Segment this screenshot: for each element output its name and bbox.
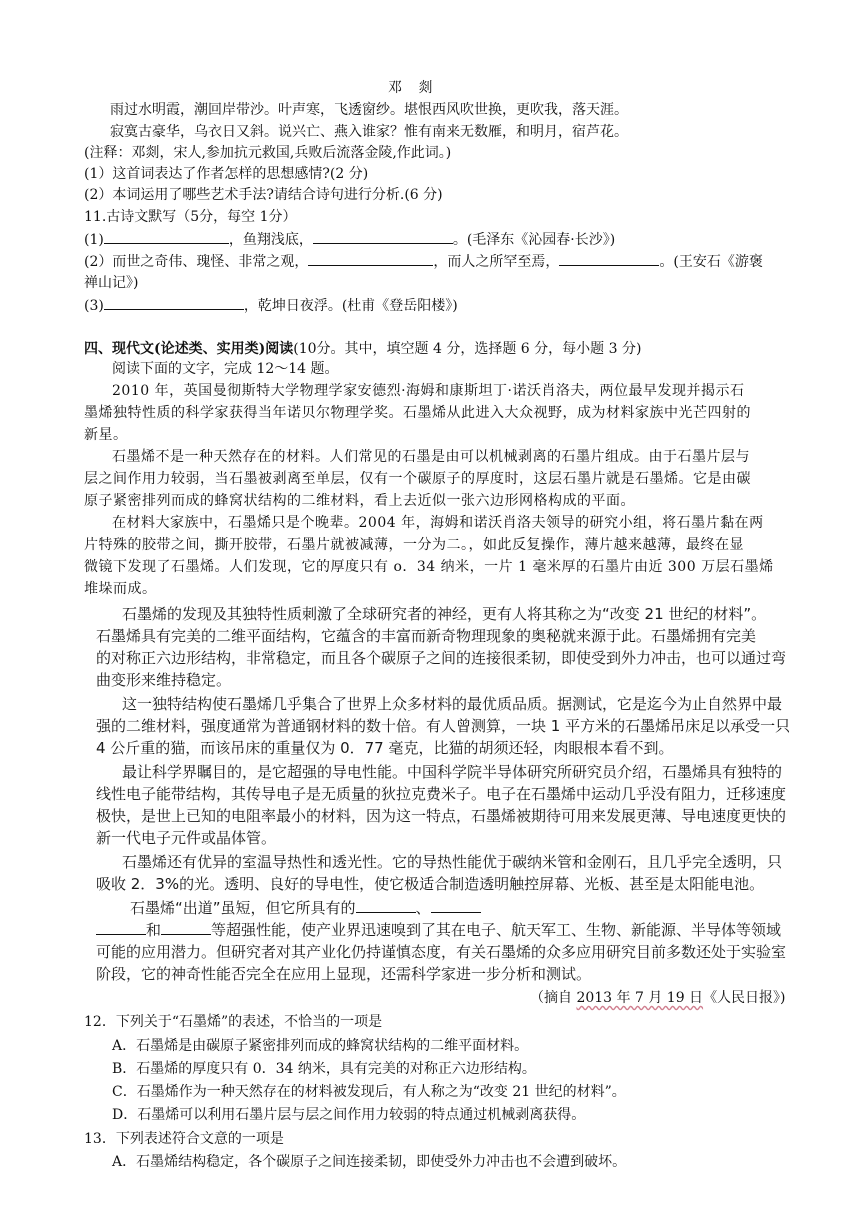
poem-question-1: (1）这首词表达了作者怎样的思想感情?(2 分) (84, 166, 369, 182)
q11-item-1-prefix: (1) (84, 232, 104, 248)
section-4-instruction: 阅读下面的文字，完成 12～14 题。 (112, 361, 339, 377)
poem-line-2: 寂寞古豪华，乌衣日又斜。说兴亡、燕入谁家？惟有南来无数雁，和明月，宿芦花。 (110, 124, 628, 140)
q13-stem: 13．下列表述符合文意的一项是 (84, 1131, 284, 1147)
answer-blank[interactable] (96, 920, 146, 935)
q11-item-1 (84, 229, 615, 250)
q11-item-3 (84, 295, 458, 316)
answer-blank[interactable] (431, 898, 481, 913)
article-p1-line: 新星。 (84, 427, 128, 443)
q11-item-2 (84, 251, 763, 272)
article-p4-line: 石墨烯的发现及其独特性质刺激了全球研究者的神经，更有人将其称之为“改变 21 世纪的材料”。 (122, 605, 767, 623)
article-p1-line: 2010 年，英国曼彻斯特大学物理学家安德烈·海姆和康斯坦丁·诺沃肖洛夫，两位最早发现并揭示石 (112, 383, 745, 399)
article-p8-line: 阶段，它的神奇性能否完全在应用上显现，还需科学家进一步分析和测试。 (96, 965, 592, 983)
source-date: 2013 年 7 月 19 日 (576, 990, 704, 1006)
section-4-heading (84, 339, 641, 359)
q13-option-a[interactable]: A．石墨烯结构稳定，各个碳原子之间连接柔韧，即使受外力冲击也不会遭到破坏。 (112, 1154, 627, 1170)
source-paper: 《人民日报》) (703, 990, 786, 1006)
q11-item-2-mid: ，而人之所罕至焉， (433, 254, 560, 270)
q11-item-1-suffix: 。(毛泽东《沁园春·长沙》) (452, 232, 616, 248)
article-p2-line: 石墨烯不是一种天然存在的材料。人们常见的石墨是由可以机械剥离的石墨片组成。由于石墨片层与 (112, 449, 750, 465)
q12-option-a[interactable]: A．石墨烯是由碳原子紧密排列而成的蜂窝状结构的二维平面材料。 (112, 1038, 529, 1054)
article-p8-line: 可能的应用潜力。但研究者对其产业化仍持谨慎态度，有关石墨烯的众多应用研究目前多数还处于实验室 (96, 943, 787, 961)
q11-item-2-suffix: 。(王安石《游褒 (659, 254, 763, 270)
article-p5-line: 这一独特结构使石墨烯几乎集合了世界上众多材料的最优质品质。据测试，它是迄今为止自然界中最 (122, 695, 783, 713)
poem-question-2: (2）本词运用了哪些艺术手法?请结合诗句进行分析.(6 分) (84, 187, 443, 203)
article-p3-line: 在材料大家族中，石墨烯只是个晚辈。2004 年，海姆和诺沃肖洛夫领导的研究小组，将石墨片黏在两 (112, 515, 764, 531)
q12-option-b[interactable]: B．石墨烯的厚度只有 0．34 纳米，具有完美的对称正六边形结构。 (112, 1061, 536, 1077)
section-4-title: 四、现代文(论述类、实用类)阅读 (84, 341, 294, 357)
section-4-scoring: (10分。其中，填空题 4 分，选择题 6 分，每小题 3 分) (293, 341, 642, 357)
article-source (530, 988, 786, 1008)
article-p8-text: 、 (415, 899, 431, 917)
article-p3-line: 微镜下发现了石墨烯。人们发现，它的厚度只有 o．34 纳米，一片 1 毫米厚的石墨片由近 300 万层石墨烯 (84, 559, 774, 575)
article-p8-line (130, 898, 481, 918)
article-p1-line: 墨烯独特性质的科学家获得当年诺贝尔物理学奖。石墨烯从此进入大众视野，成为材料家族中光芒四射的 (84, 405, 751, 421)
answer-blank[interactable] (308, 251, 433, 266)
article-p6-line: 最让科学界瞩目的，是它超强的导电性能。中国科学院半导体研究所研究员介绍，石墨烯具有独特的 (122, 763, 783, 781)
answer-blank[interactable] (104, 229, 229, 244)
answer-blank[interactable] (356, 898, 416, 913)
poem-note: (注释：邓剡，宋人,参加抗元救国,兵败后流落金陵,作此词。) (84, 145, 452, 161)
poem-author: 邓 剡 (388, 80, 439, 96)
poem-line-1: 雨过水明霞，潮回岸带沙。叶声寒，飞透窗纱。堪恨西风吹世换，更吹我，落天涯。 (110, 102, 628, 118)
article-p4-line: 曲变形来维持稳定。 (96, 671, 232, 689)
article-p4-line: 的对称正六边形结构，非常稳定，而且各个碳原子之间的连接很柔韧，即使受到外力冲击，也可以通过弯 (96, 649, 787, 667)
q11-item-3-prefix: (3) (84, 298, 104, 314)
article-p6-line: 新一代电子元件或晶体管。 (96, 829, 277, 847)
q11-item-1-mid: ，鱼翔浅底， (228, 232, 313, 248)
article-p8-text: 和 (146, 921, 162, 939)
article-p8-text: 等超强性能，使产业界迅速嗅到了其在电子、航天军工、生物、新能源、半导体等领域 (211, 921, 782, 939)
q12-option-c[interactable]: C．石墨烯作为一种天然存在的材料被发现后，有人称之为“改变 21 世纪的材料”。 (112, 1084, 626, 1100)
article-p5-line: 4 公斤重的猫，而该吊床的重量仅为 0．77 毫克，比猫的胡须还轻，肉眼根本看不到。 (96, 739, 674, 757)
article-p8-text: 石墨烯“出道”虽短，但它所具有的 (130, 899, 356, 917)
q11-item-2-prefix: (2）而世之奇伟、瑰怪、非常之观， (84, 254, 309, 270)
article-p2-line: 层之间作用力较弱，当石墨被剥离至单层，仅有一个碳原子的厚度时，这层石墨片就是石墨烯。它是由碳 (84, 471, 751, 487)
q12-option-d[interactable]: D．石墨烯可以利用石墨片层与层之间作用力较弱的特点通过机械剥离获得。 (112, 1107, 586, 1123)
article-p7-line: 吸收 2．3%的光。透明、良好的导电性，使它极适合制造透明触控屏幕、光板、甚至是太阳能电池。 (96, 875, 765, 893)
q11-item-2-continued: 禅山记》) (84, 275, 139, 291)
answer-blank[interactable] (559, 251, 659, 266)
article-p6-line: 极快，是世上已知的电阻率最小的材料，因为这一特点，石墨烯被期待可用来发展更薄、导电速度更快的 (96, 807, 787, 825)
answer-blank[interactable] (313, 229, 453, 244)
answer-blank[interactable] (104, 295, 244, 310)
q11-item-3-suffix: ，乾坤日夜浮。(杜甫《登岳阳楼》) (243, 298, 458, 314)
article-p6-line: 线性电子能带结构，其传导电子是无质量的狄拉克费米子。电子在石墨烯中运动几乎没有阻力，迁移速度 (96, 785, 787, 803)
article-p2-line: 原子紧密排列而成的蜂窝状结构的二维材料，看上去近似一张六边形网格构成的平面。 (84, 493, 635, 509)
q11-heading: 11.古诗文默写（5分，每空 1分） (84, 209, 297, 225)
source-prefix: （摘自 (530, 990, 577, 1006)
article-p3-line: 堆垛而成。 (84, 581, 157, 597)
answer-blank[interactable] (161, 920, 211, 935)
article-p5-line: 强的二维材料，强度通常为普通钢材料的数十倍。有人曾测算，一块 1 平方米的石墨烯吊床足以承受一只 (96, 717, 791, 735)
article-p8-line (96, 920, 781, 940)
article-p7-line: 石墨烯还有优异的室温导热性和透光性。它的导热性能优于碳纳米管和金刚石，且几乎完全透明，只 (122, 853, 783, 871)
q12-stem: 12．下列关于“石墨烯”的表述，不恰当的一项是 (84, 1014, 383, 1030)
article-p3-line: 片特殊的胶带之间，撕开胶带，石墨片就被减薄，一分为二。，如此反复操作，薄片越来越薄，最终在显 (84, 537, 744, 553)
article-p4-line: 石墨烯具有完美的二维平面结构，它蕴含的丰富而新奇物理现象的奥秘就来源于此。石墨烯拥有完美 (96, 627, 757, 645)
